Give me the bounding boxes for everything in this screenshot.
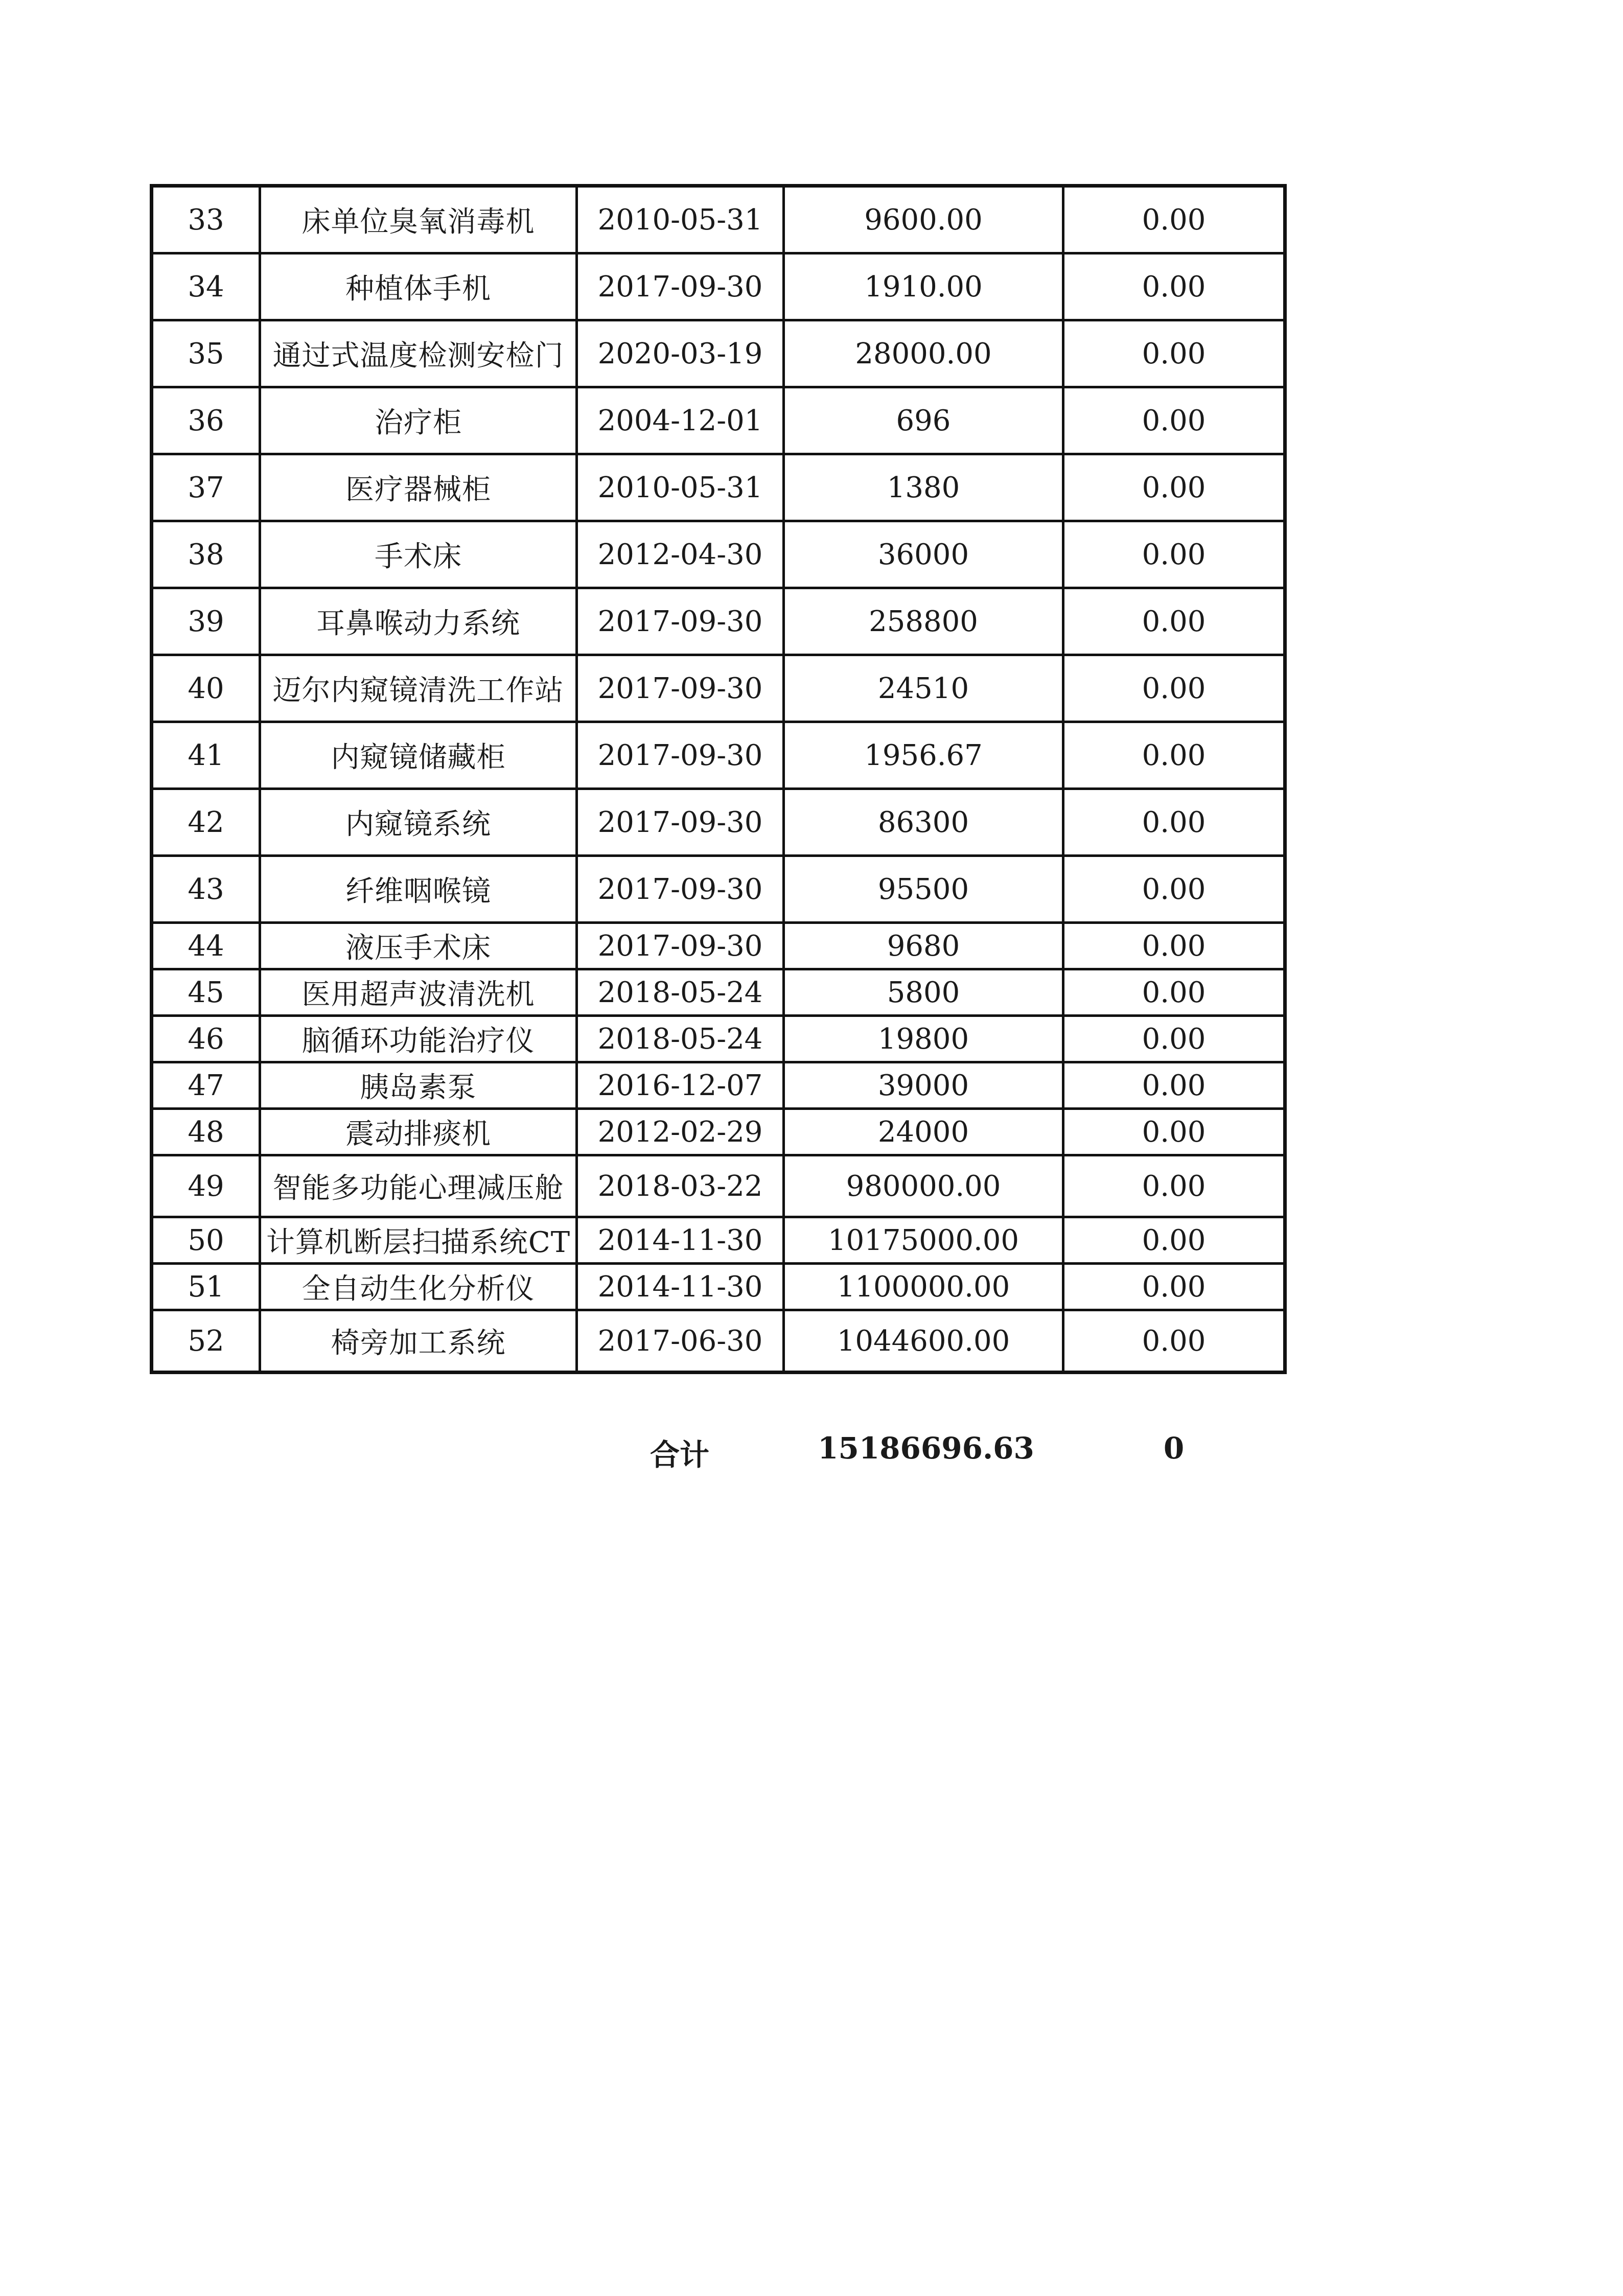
table-row bbox=[152, 253, 1285, 320]
net-value-cell: 0.00 bbox=[1063, 387, 1285, 454]
net-value-cell: 0.00 bbox=[1063, 320, 1285, 387]
table-row bbox=[152, 1109, 1285, 1155]
original-value-cell: 258800 bbox=[784, 588, 1063, 655]
net-value-cell: 0.00 bbox=[1063, 1264, 1285, 1310]
asset-table bbox=[150, 184, 1287, 1374]
original-value-cell: 9680 bbox=[784, 923, 1063, 969]
net-value-cell: 0.00 bbox=[1063, 789, 1285, 856]
row-number-cell: 49 bbox=[152, 1155, 260, 1217]
table-row bbox=[152, 1310, 1285, 1373]
table-row bbox=[152, 655, 1285, 722]
asset-name-cell: 纤维咽喉镜 bbox=[260, 856, 577, 923]
table-row bbox=[152, 1016, 1285, 1062]
net-value-cell: 0.00 bbox=[1063, 923, 1285, 969]
row-number-cell: 43 bbox=[152, 856, 260, 923]
asset-name-cell: 医疗器械柜 bbox=[260, 454, 577, 521]
total-net-value: 0 bbox=[1163, 1431, 1185, 1466]
row-number-cell: 41 bbox=[152, 722, 260, 789]
asset-name-cell: 椅旁加工系统 bbox=[260, 1310, 577, 1373]
asset-name-cell: 手术床 bbox=[260, 521, 577, 588]
row-number-cell: 34 bbox=[152, 253, 260, 320]
acquisition-date-cell: 2017-09-30 bbox=[577, 655, 784, 722]
original-value-cell: 19800 bbox=[784, 1016, 1063, 1062]
row-number-cell: 51 bbox=[152, 1264, 260, 1310]
acquisition-date-cell: 2012-02-29 bbox=[577, 1109, 784, 1155]
row-number-cell: 35 bbox=[152, 320, 260, 387]
original-value-cell: 5800 bbox=[784, 969, 1063, 1016]
net-value-cell: 0.00 bbox=[1063, 722, 1285, 789]
asset-name-cell: 治疗柜 bbox=[260, 387, 577, 454]
net-value-cell: 0.00 bbox=[1063, 454, 1285, 521]
original-value-cell: 86300 bbox=[784, 789, 1063, 856]
net-value-cell: 0.00 bbox=[1063, 655, 1285, 722]
table-row bbox=[152, 1155, 1285, 1217]
asset-name-cell: 迈尔内窥镜清洗工作站 bbox=[260, 655, 577, 722]
acquisition-date-cell: 2004-12-01 bbox=[577, 387, 784, 454]
net-value-cell: 0.00 bbox=[1063, 1310, 1285, 1373]
original-value-cell: 10175000.00 bbox=[784, 1217, 1063, 1264]
asset-name-cell: 全自动生化分析仪 bbox=[260, 1264, 577, 1310]
original-value-cell: 28000.00 bbox=[784, 320, 1063, 387]
row-number-cell: 33 bbox=[152, 186, 260, 253]
table-row bbox=[152, 588, 1285, 655]
acquisition-date-cell: 2017-09-30 bbox=[577, 789, 784, 856]
table-row bbox=[152, 1062, 1285, 1109]
row-number-cell: 38 bbox=[152, 521, 260, 588]
asset-name-cell: 种植体手机 bbox=[260, 253, 577, 320]
net-value-cell: 0.00 bbox=[1063, 1062, 1285, 1109]
asset-name-cell: 内窥镜储藏柜 bbox=[260, 722, 577, 789]
row-number-cell: 50 bbox=[152, 1217, 260, 1264]
original-value-cell: 980000.00 bbox=[784, 1155, 1063, 1217]
asset-name-cell: 通过式温度检测安检门 bbox=[260, 320, 577, 387]
acquisition-date-cell: 2017-06-30 bbox=[577, 1310, 784, 1373]
acquisition-date-cell: 2017-09-30 bbox=[577, 856, 784, 923]
table-row bbox=[152, 186, 1285, 253]
acquisition-date-cell: 2014-11-30 bbox=[577, 1264, 784, 1310]
row-number-cell: 40 bbox=[152, 655, 260, 722]
row-number-cell: 36 bbox=[152, 387, 260, 454]
row-number-cell: 45 bbox=[152, 969, 260, 1016]
row-number-cell: 46 bbox=[152, 1016, 260, 1062]
net-value-cell: 0.00 bbox=[1063, 253, 1285, 320]
net-value-cell: 0.00 bbox=[1063, 1155, 1285, 1217]
table-row bbox=[152, 1217, 1285, 1264]
acquisition-date-cell: 2010-05-31 bbox=[577, 186, 784, 253]
original-value-cell: 1044600.00 bbox=[784, 1310, 1063, 1373]
acquisition-date-cell: 2018-05-24 bbox=[577, 969, 784, 1016]
net-value-cell: 0.00 bbox=[1063, 186, 1285, 253]
acquisition-date-cell: 2016-12-07 bbox=[577, 1062, 784, 1109]
acquisition-date-cell: 2018-05-24 bbox=[577, 1016, 784, 1062]
net-value-cell: 0.00 bbox=[1063, 1109, 1285, 1155]
asset-name-cell: 脑循环功能治疗仪 bbox=[260, 1016, 577, 1062]
total-label: 合计 bbox=[650, 1437, 710, 1472]
asset-name-cell: 内窥镜系统 bbox=[260, 789, 577, 856]
acquisition-date-cell: 2014-11-30 bbox=[577, 1217, 784, 1264]
table-row bbox=[152, 1264, 1285, 1310]
row-number-cell: 48 bbox=[152, 1109, 260, 1155]
asset-name-cell: 床单位臭氧消毒机 bbox=[260, 186, 577, 253]
original-value-cell: 696 bbox=[784, 387, 1063, 454]
original-value-cell: 1380 bbox=[784, 454, 1063, 521]
table-row bbox=[152, 923, 1285, 969]
total-row bbox=[0, 1431, 1623, 1477]
row-number-cell: 42 bbox=[152, 789, 260, 856]
net-value-cell: 0.00 bbox=[1063, 1217, 1285, 1264]
row-number-cell: 39 bbox=[152, 588, 260, 655]
row-number-cell: 52 bbox=[152, 1310, 260, 1373]
original-value-cell: 24510 bbox=[784, 655, 1063, 722]
table-row bbox=[152, 454, 1285, 521]
acquisition-date-cell: 2018-03-22 bbox=[577, 1155, 784, 1217]
asset-name-cell: 耳鼻喉动力系统 bbox=[260, 588, 577, 655]
asset-name-cell: 智能多功能心理减压舱 bbox=[260, 1155, 577, 1217]
acquisition-date-cell: 2012-04-30 bbox=[577, 521, 784, 588]
acquisition-date-cell: 2017-09-30 bbox=[577, 253, 784, 320]
acquisition-date-cell: 2017-09-30 bbox=[577, 588, 784, 655]
table-row bbox=[152, 387, 1285, 454]
original-value-cell: 1910.00 bbox=[784, 253, 1063, 320]
total-original-value: 15186696.63 bbox=[818, 1431, 1034, 1466]
net-value-cell: 0.00 bbox=[1063, 521, 1285, 588]
table-row bbox=[152, 722, 1285, 789]
asset-name-cell: 震动排痰机 bbox=[260, 1109, 577, 1155]
asset-name-cell: 液压手术床 bbox=[260, 923, 577, 969]
original-value-cell: 1956.67 bbox=[784, 722, 1063, 789]
original-value-cell: 24000 bbox=[784, 1109, 1063, 1155]
table-row bbox=[152, 521, 1285, 588]
asset-name-cell: 胰岛素泵 bbox=[260, 1062, 577, 1109]
asset-table-body bbox=[152, 186, 1285, 1373]
net-value-cell: 0.00 bbox=[1063, 969, 1285, 1016]
original-value-cell: 1100000.00 bbox=[784, 1264, 1063, 1310]
original-value-cell: 95500 bbox=[784, 856, 1063, 923]
net-value-cell: 0.00 bbox=[1063, 1016, 1285, 1062]
table-row bbox=[152, 969, 1285, 1016]
original-value-cell: 39000 bbox=[784, 1062, 1063, 1109]
acquisition-date-cell: 2017-09-30 bbox=[577, 923, 784, 969]
acquisition-date-cell: 2017-09-30 bbox=[577, 722, 784, 789]
table-row bbox=[152, 856, 1285, 923]
original-value-cell: 9600.00 bbox=[784, 186, 1063, 253]
asset-name-cell: 计算机断层扫描系统CT bbox=[260, 1217, 577, 1264]
net-value-cell: 0.00 bbox=[1063, 856, 1285, 923]
row-number-cell: 44 bbox=[152, 923, 260, 969]
table-row bbox=[152, 320, 1285, 387]
original-value-cell: 36000 bbox=[784, 521, 1063, 588]
table-row bbox=[152, 789, 1285, 856]
net-value-cell: 0.00 bbox=[1063, 588, 1285, 655]
acquisition-date-cell: 2020-03-19 bbox=[577, 320, 784, 387]
acquisition-date-cell: 2010-05-31 bbox=[577, 454, 784, 521]
row-number-cell: 47 bbox=[152, 1062, 260, 1109]
asset-name-cell: 医用超声波清洗机 bbox=[260, 969, 577, 1016]
row-number-cell: 37 bbox=[152, 454, 260, 521]
